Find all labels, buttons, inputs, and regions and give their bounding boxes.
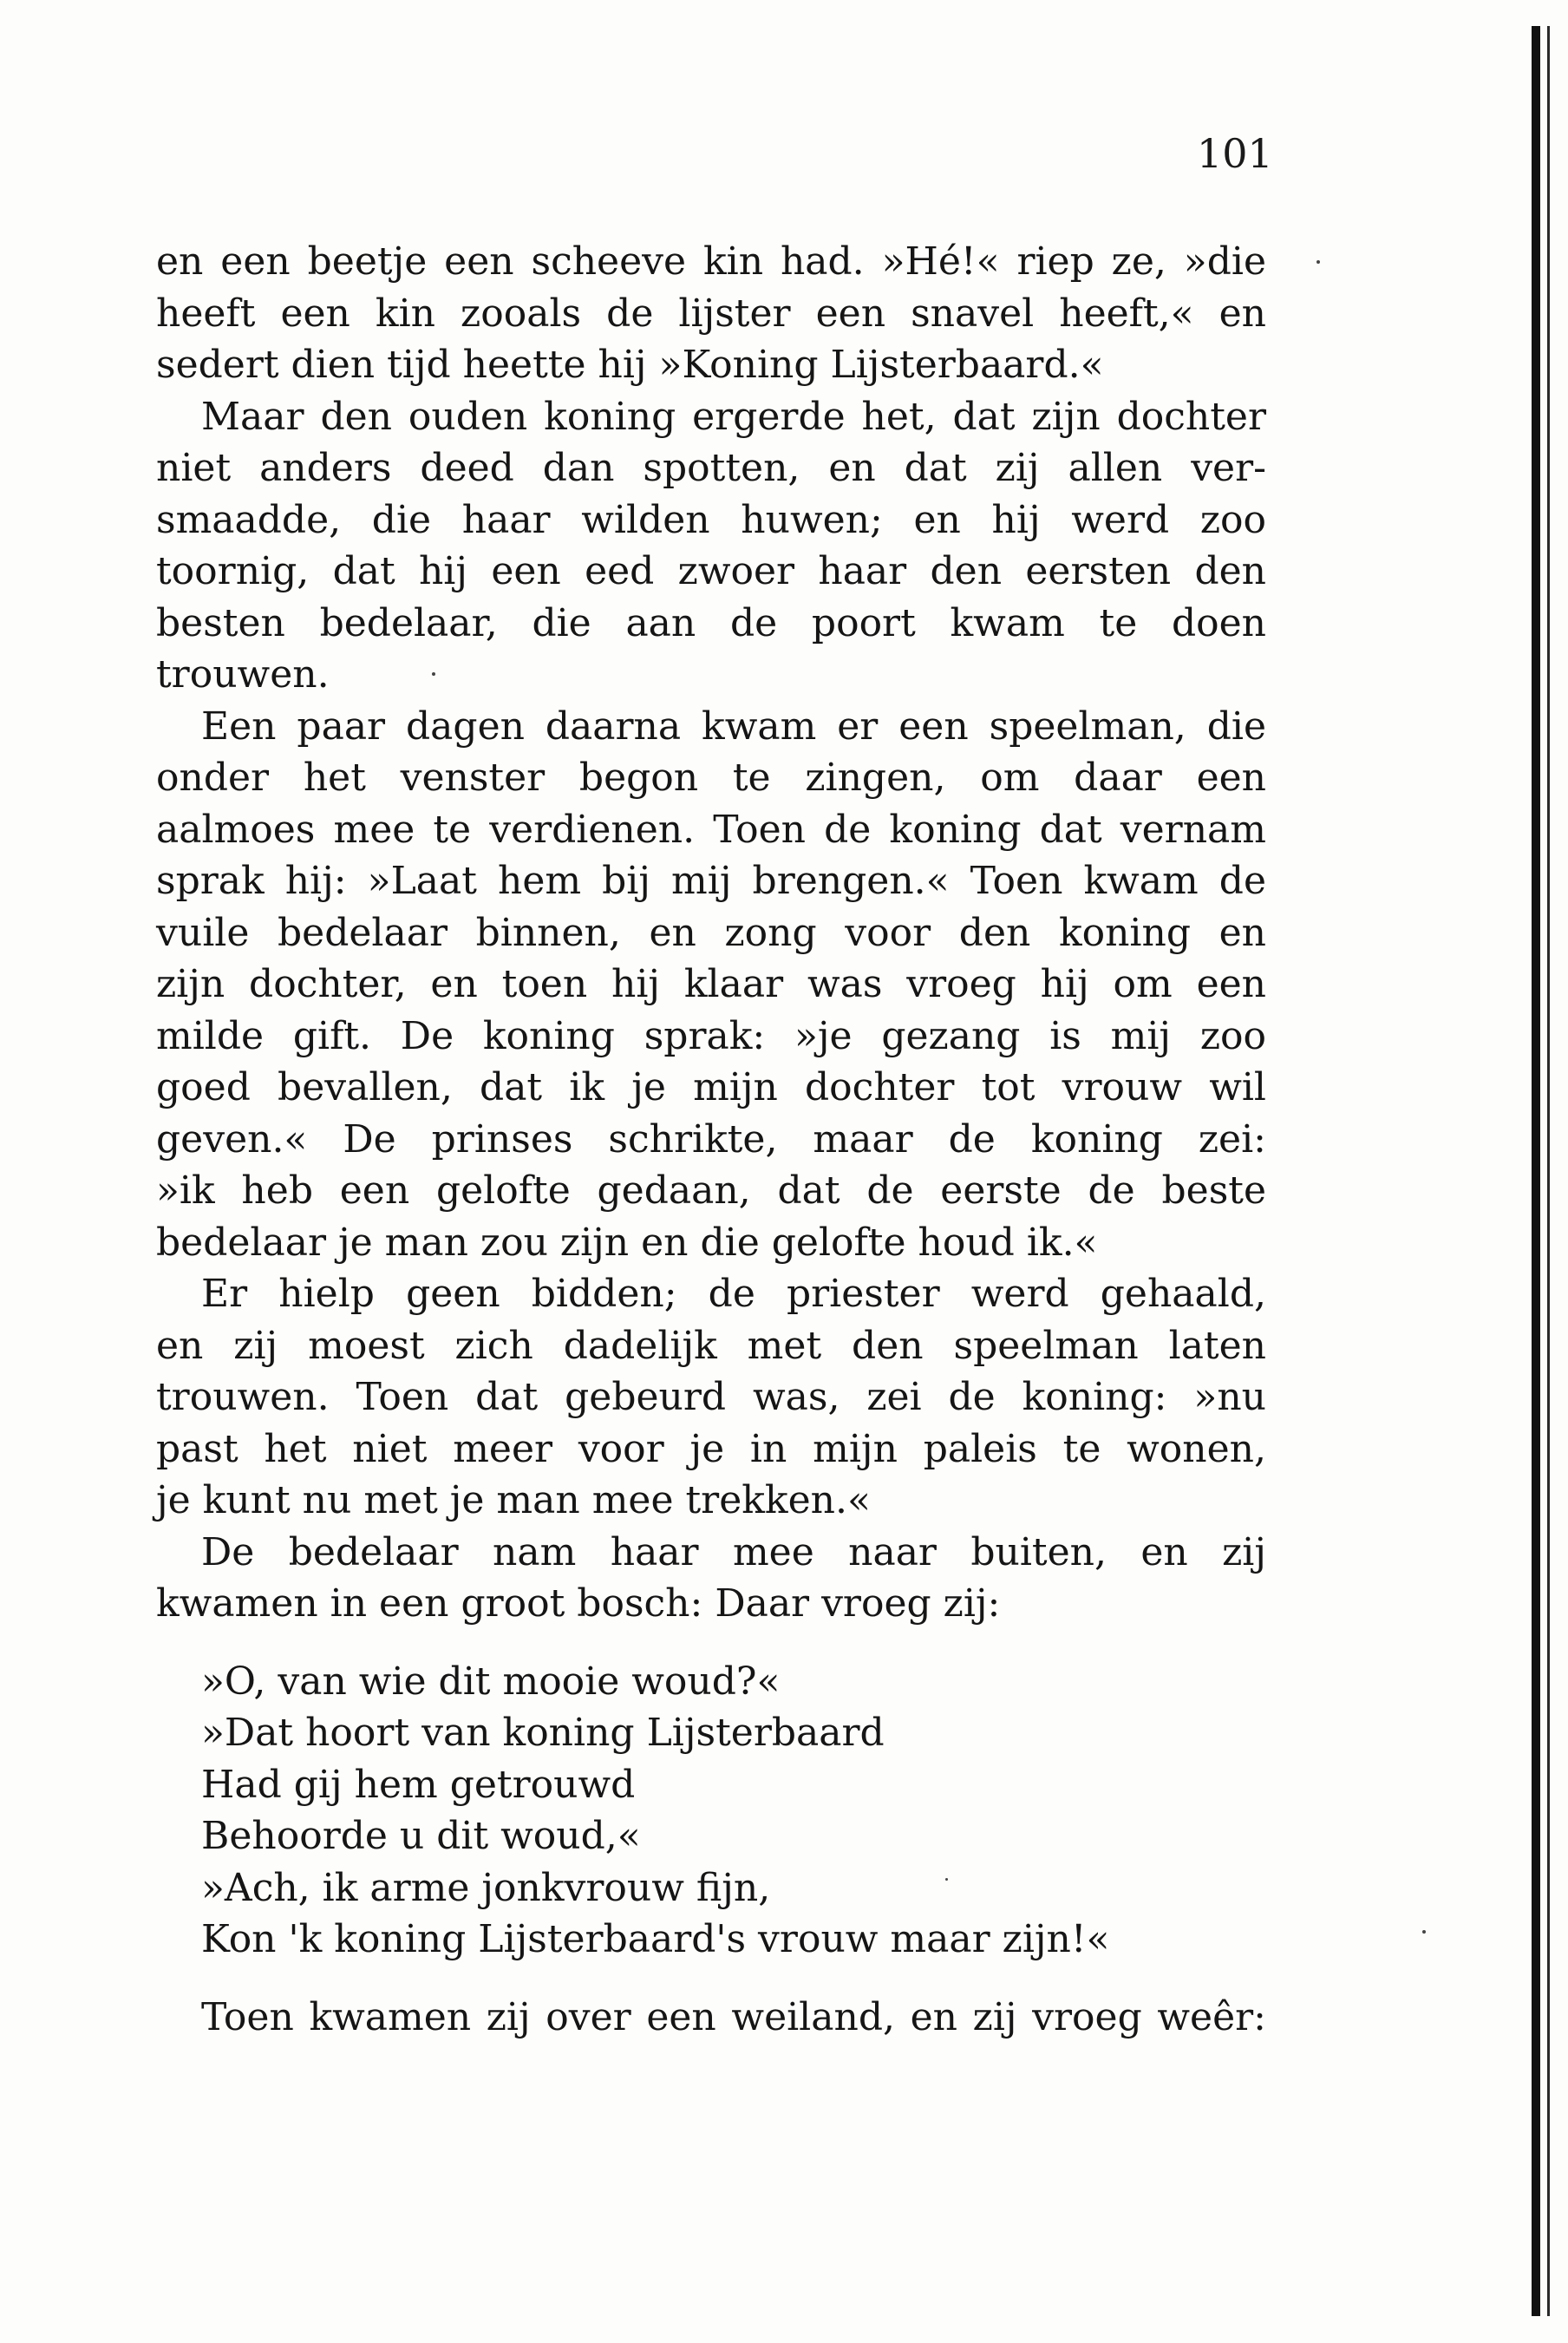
page-number: 101 [1197, 130, 1273, 177]
text-line: De bedelaar nam haar mee naar buiten, en zij [201, 1529, 1266, 1574]
verse-line: Had gij hem getrouwd [201, 1762, 636, 1807]
text-line: »ik heb een gelofte gedaan, dat de eerste de beste [156, 1168, 1266, 1213]
text-line: en een beetje een scheeve kin had. »Hé!« riep ze, »die [156, 239, 1266, 284]
scan-speck [1316, 260, 1320, 264]
paragraph [156, 701, 1266, 1269]
text-line: bedelaar je man zou zijn en die gelofte houd ik.« [156, 1220, 1098, 1265]
paragraph [156, 236, 1266, 391]
paragraph [156, 1268, 1266, 1527]
text-line: sedert dien tijd heette hij »Koning Lijsterbaard.« [156, 343, 1104, 387]
text-line: onder het venster begon te zingen, om daar een [156, 756, 1266, 800]
text-line: smaadde, die haar wilden huwen; en hij werd zoo [156, 497, 1266, 542]
text-line: Een paar dagen daarna kwam er een speelman, die [201, 704, 1266, 749]
text-line: Er hielp geen bidden; de priester werd gehaald, [201, 1272, 1266, 1316]
text-line: Maar den ouden koning ergerde het, dat zijn dochter [201, 394, 1266, 439]
verse-line: »Dat hoort van koning Lijsterbaard [201, 1711, 885, 1755]
text-line: en zij moest zich dadelijk met den speelman laten [156, 1323, 1266, 1368]
text-line: Toen kwamen zij over een weiland, en zij vroeg weêr: [201, 1994, 1266, 2039]
text-line: besten bedelaar, die aan de poort kwam te doen [156, 600, 1266, 645]
text-line: aalmoes mee te verdienen. Toen de koning dat vernam [156, 807, 1266, 852]
text-line: heeft een kin zooals de lijster een snavel heeft,« en [156, 291, 1266, 336]
verse-block [156, 1656, 1266, 1966]
text-line: je kunt nu met je man mee trekken.« [156, 1478, 871, 1522]
text-line: vuile bedelaar binnen, en zong voor den koning en [156, 910, 1266, 955]
scan-speck [432, 672, 435, 676]
paragraph [156, 1527, 1266, 1630]
binding-edge-thin [1547, 26, 1550, 2316]
text-line: milde gift. De koning sprak: »je gezang is mij zoo [156, 1013, 1266, 1058]
scan-speck [945, 1878, 948, 1881]
paragraph [156, 391, 1266, 701]
text-line: trouwen. [156, 652, 330, 697]
verse-line: Kon 'k koning Lijsterbaard's vrouw maar zijn!« [201, 1917, 1110, 1961]
text-line: zijn dochter, en toen hij klaar was vroeg hij om een [156, 962, 1266, 1006]
binding-edge [1532, 26, 1540, 2316]
text-line: niet anders deed dan spotten, en dat zij allen ver- [156, 446, 1266, 490]
paragraph [156, 1992, 1266, 2044]
text-line: kwamen in een groot bosch: Daar vroeg zij: [156, 1581, 1001, 1626]
verse-line: »Ach, ik arme jonkvrouw fijn, [201, 1865, 771, 1910]
text-line: sprak hij: »Laat hem bij mij brengen.« Toen kwam de [156, 859, 1266, 903]
text-line: geven.« De prinses schrikte, maar de koning zei: [156, 1116, 1266, 1162]
verse-line: »O, van wie dit mooie woud?« [201, 1659, 781, 1704]
body-text [156, 236, 1266, 2043]
scan-speck [1422, 1930, 1426, 1934]
text-line: past het niet meer voor je in mijn paleis te wonen, [156, 1426, 1266, 1471]
text-line: trouwen. Toen dat gebeurd was, zei de koning: »nu [156, 1375, 1266, 1419]
text-line: goed bevallen, dat ik je mijn dochter tot vrouw wil [156, 1065, 1266, 1109]
text-line: toornig, dat hij een eed zwoer haar den eersten den [156, 549, 1266, 593]
verse-line: Behoorde u dit woud,« [201, 1814, 641, 1858]
